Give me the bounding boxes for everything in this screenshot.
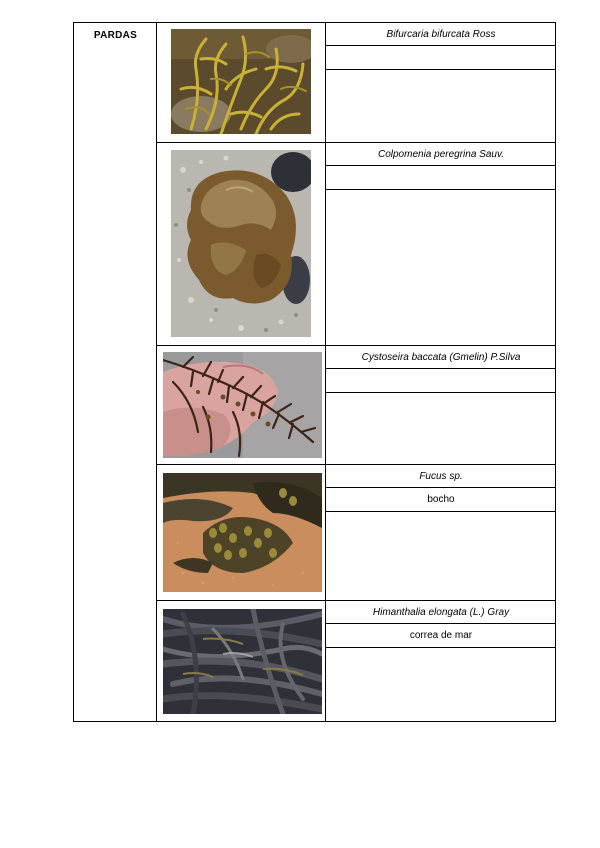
image-cell	[157, 601, 326, 721]
info-cell	[326, 601, 556, 721]
common-name: bocho	[326, 488, 556, 512]
species-name: Fucus sp.	[326, 465, 556, 488]
table-row	[157, 23, 556, 143]
common-name	[326, 369, 556, 393]
info-cell	[326, 346, 556, 464]
image-cell	[157, 465, 326, 600]
species-name: Himanthalia elongata (L.) Gray	[326, 601, 556, 624]
image-cell	[157, 346, 326, 464]
table-row	[157, 601, 556, 721]
image-cell	[157, 23, 326, 142]
algae-table	[73, 22, 556, 722]
table-row	[157, 346, 556, 465]
common-name	[326, 46, 556, 70]
common-name: correa de mar	[326, 624, 556, 648]
himanthalia-photo	[163, 609, 322, 714]
common-name	[326, 166, 556, 190]
info-cell	[326, 465, 556, 600]
bifurcaria-photo	[171, 29, 311, 134]
fucus-photo	[163, 473, 322, 592]
colpomenia-photo	[171, 150, 311, 337]
cystoseira-photo	[163, 352, 322, 458]
info-cell	[326, 143, 556, 345]
species-name: Cystoseira baccata (Gmelin) P.Silva	[326, 346, 556, 369]
species-name: Bifurcaria bifurcata Ross	[326, 23, 556, 46]
group-column	[74, 23, 157, 721]
table-row	[157, 465, 556, 601]
group-label: PARDAS	[93, 30, 138, 41]
image-cell	[157, 143, 326, 345]
table-row	[157, 143, 556, 346]
species-name: Colpomenia peregrina Sauv.	[326, 143, 556, 166]
info-cell	[326, 23, 556, 142]
